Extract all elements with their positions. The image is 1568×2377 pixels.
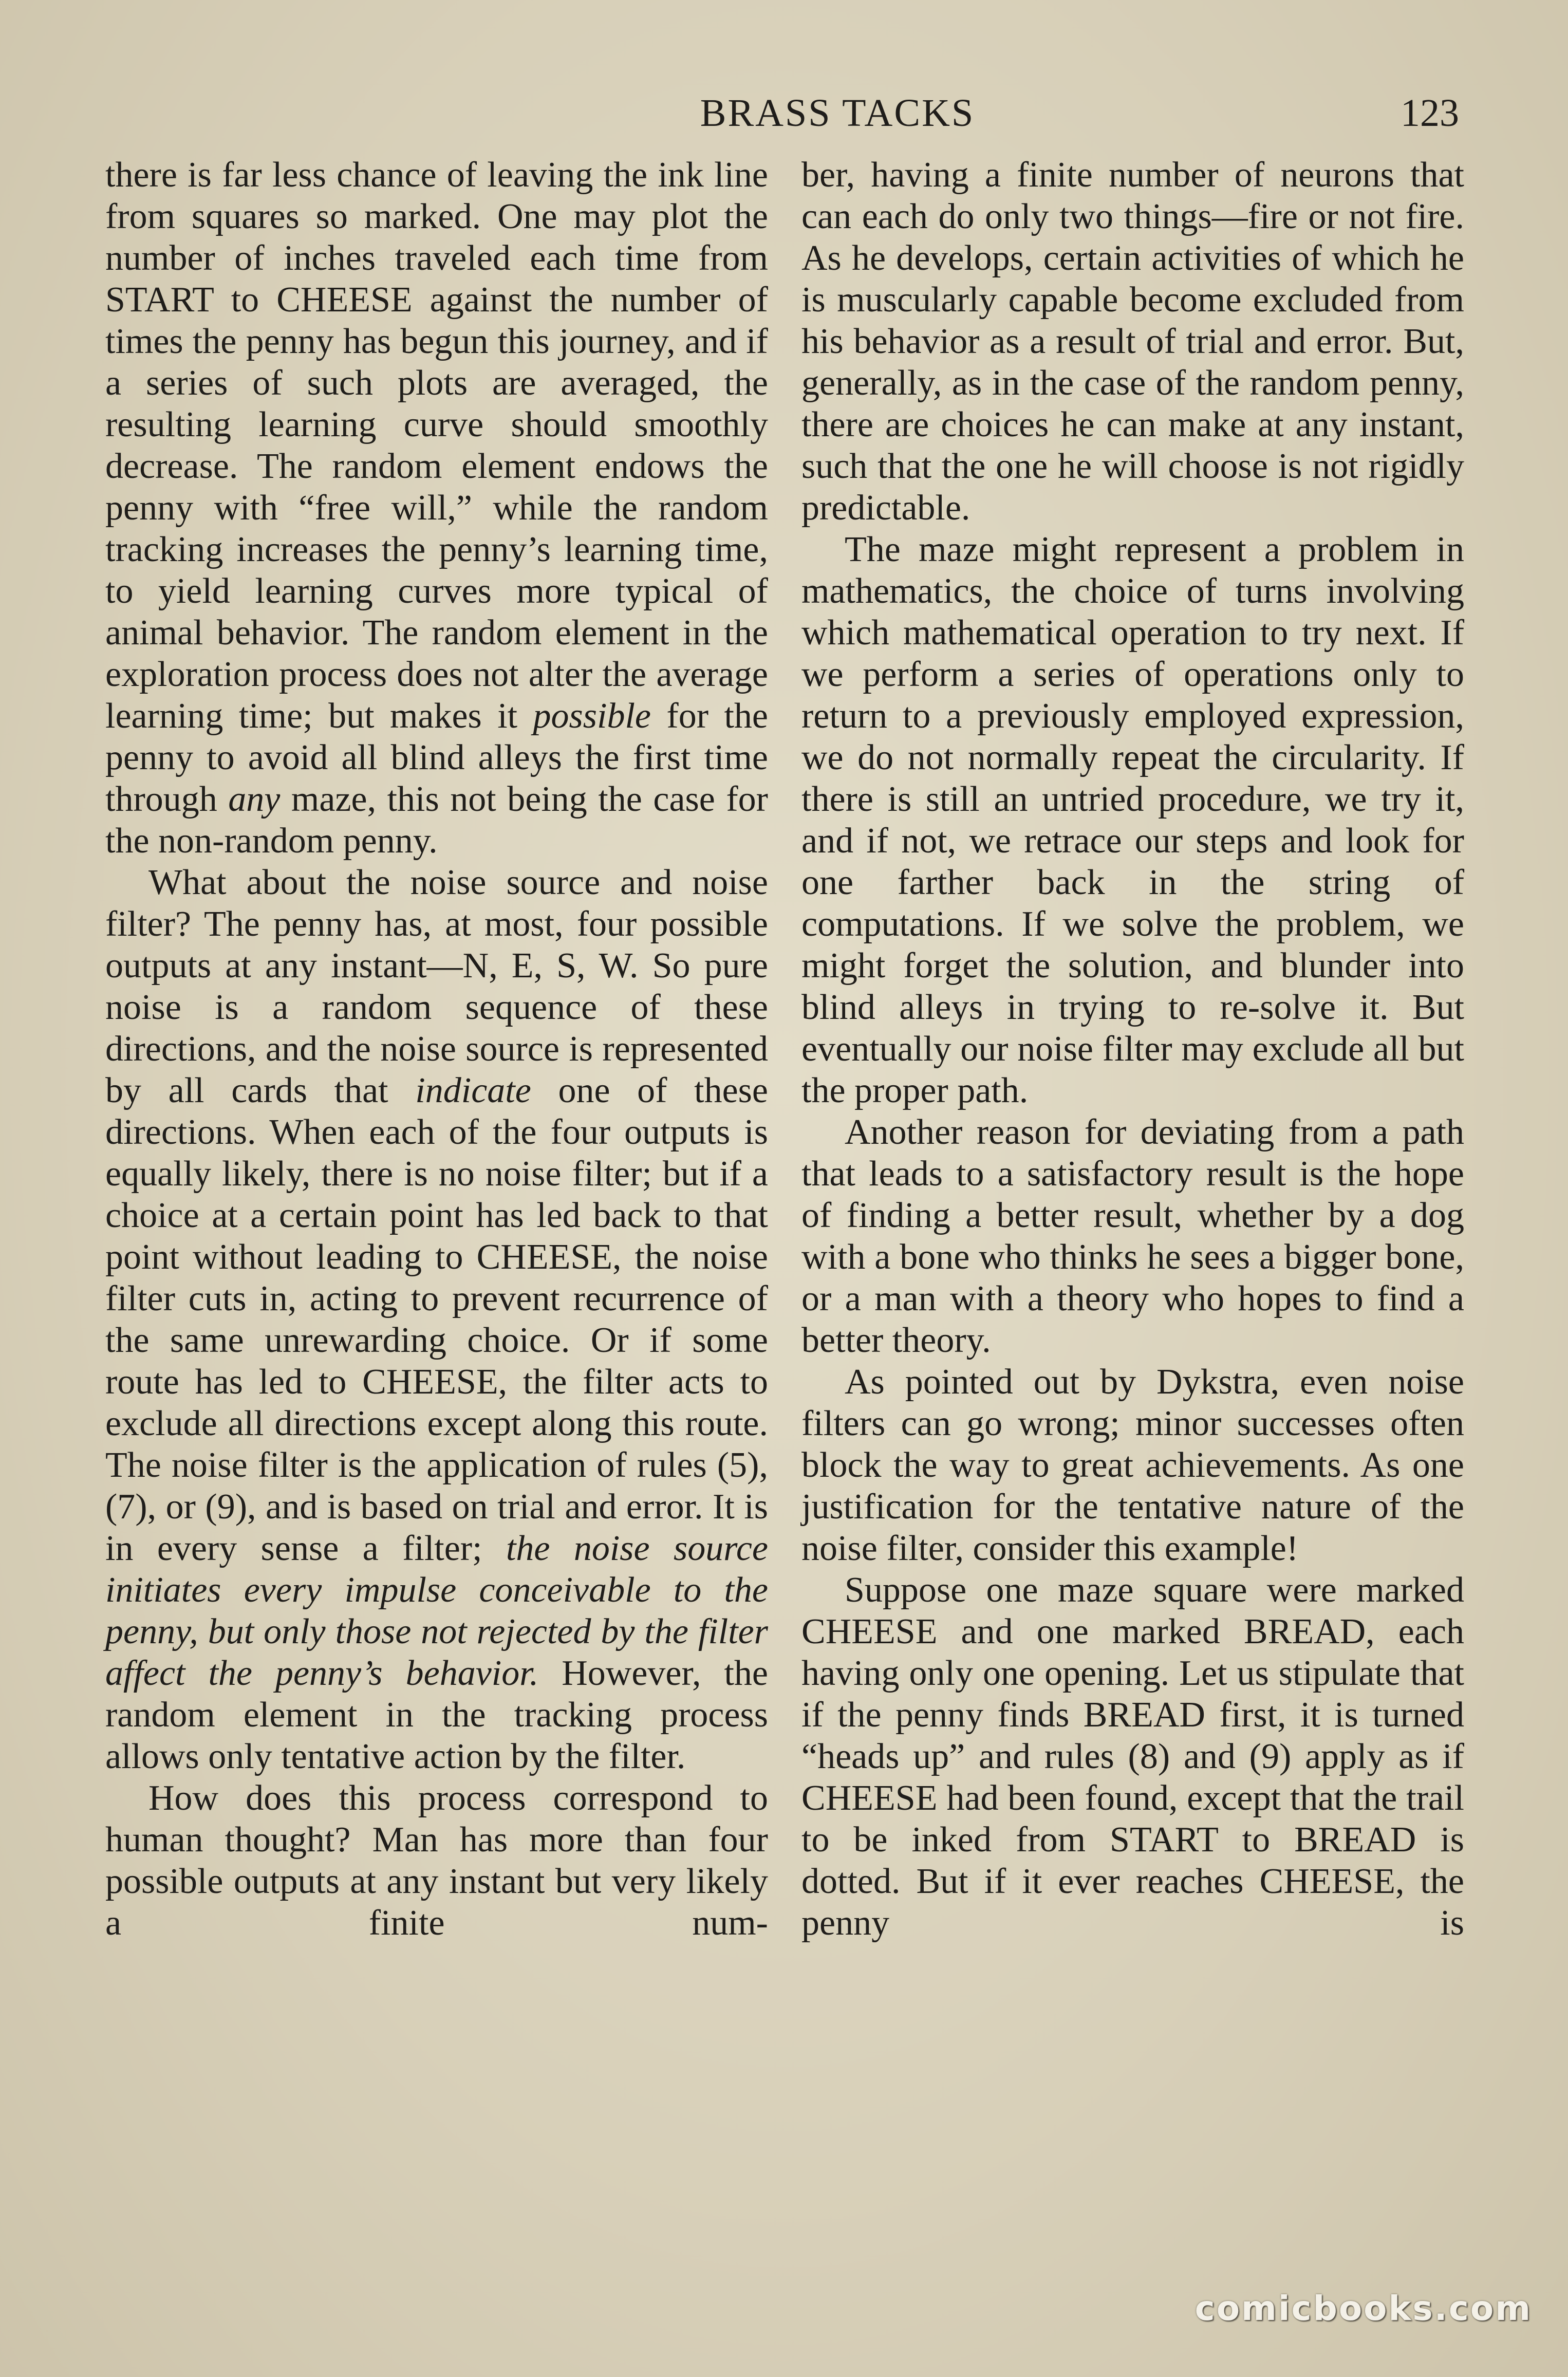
right-paragraph-2: The maze might represent a problem in mathematics, the choice of turns involving which mathematical operation to try next. If we perform a series of operations only to return to a previously employed expression, we do not normally repeat the circularity. If there is still an untried procedure, we try it, and if not, we retrace our steps and look for one farther back in the string of computations. If we solve the problem, we might forget the solution, and blunder into blind alleys in trying to re-solve it. But eventually our noise filter may exclude all but the proper path. xyxy=(801,530,1464,1110)
text-run: there is far less chance of leaving the ink line from squares so marked. One may plot the number of inches traveled each time from START to CHEESE against the number of times the penny has begun this journey, and if a series of such plots are averaged, the resulting learning curve should smoothly decrease. The random element endows the penny with “free will,” while the random tracking increases the penny’s learning time, to yield learning curves more typical of animal behavior. The random element in the exploration process does not alter the average learning time; but makes it xyxy=(105,155,768,736)
text-run: What about the noise source and noise filter? The penny has, at most, four possible outputs at any instant—N, E, S, W. So pure noise is a random sequence of these directions, and the noise source is represented by all cards that xyxy=(105,863,768,1110)
right-column xyxy=(801,154,1464,1944)
left-column xyxy=(105,154,768,1944)
text-run: maze, this not being the case for the non-random penny. xyxy=(105,779,768,861)
page-header xyxy=(103,87,1459,139)
text-run: one of these directions. When each of the four outputs is equally likely, there is no noise filter; but if a choice at a certain point has led back to that point without leading to CHEESE, the noise filter cuts in, acting to prevent recurrence of the same unrewarding choice. Or if some route has led to CHEESE, the filter acts to exclude all directions except along this route. The noise filter is the application of rules (5), (7), or (9), and is based on trial and error. It is in every sense a filter; xyxy=(105,1071,768,1568)
right-paragraph-1: ber, having a finite number of neurons that can each do only two things—fire or not fire. As he develops, certain activities of which he is muscularly capable become excluded from his behavior as a result of trial and error. But, generally, as in the case of the random penny, there are choices he can make at any instant, such that the one he will choose is not rigidly predictable. xyxy=(801,155,1464,528)
right-paragraph-5: Suppose one maze square were marked CHEESE and one marked BREAD, each having only one opening. Let us stipulate that if the penny finds BREAD first, it is turned “heads up” and rules (8) and (9) apply as if CHEESE had been found, except that the trail to be inked from START to BREAD is dotted. But if it ever reaches CHEESE, the penny is xyxy=(801,1570,1464,1943)
text-run: However, the random element in the tracking process allows only tentative action by the filter. xyxy=(105,1654,768,1776)
left-paragraph-3: How does this process correspond to human thought? Man has more than four possible outputs at any instant but very likely a finite num- xyxy=(105,1778,768,1943)
italic-text: any xyxy=(228,779,281,819)
italic-text: indicate xyxy=(415,1071,531,1110)
page-number: 123 xyxy=(1401,91,1459,135)
watermark: comicbooks.com xyxy=(1194,2289,1532,2328)
running-head: BRASS TACKS xyxy=(700,91,975,135)
left-paragraph-2 xyxy=(105,862,768,1777)
right-paragraph-3: Another reason for deviating from a path that leads to a satisfactory result is the hope of finding a better result, whether by a dog with a bone who thinks he sees a bigger bone, or a man with a theory who hopes to find a better theory. xyxy=(801,1112,1464,1360)
text-run: for the penny to avoid all blind alleys the first time through xyxy=(105,696,769,819)
right-paragraph-4: As pointed out by Dykstra, even noise filters can go wrong; minor successes often block the way to great achievements. As one justification for the tentative nature of the noise filter, consider this example! xyxy=(801,1362,1464,1568)
italic-text: possible xyxy=(533,696,651,736)
italic-text: the noise source initiates every impulse conceivable to the penny, but only those not rejected by the filter affect the penny’s behavior. xyxy=(105,1529,768,1693)
left-paragraph-1 xyxy=(105,154,768,862)
